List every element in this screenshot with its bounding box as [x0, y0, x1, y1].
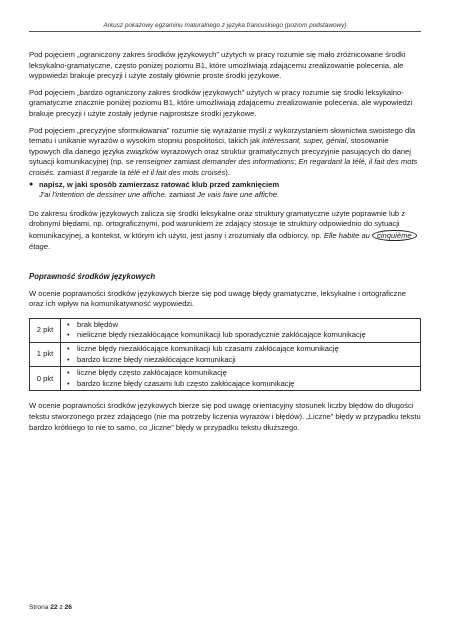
criteria-item: • bardzo liczne błędy niezakłócające komunikacji [77, 355, 416, 366]
paragraph-error-ratio: W ocenie poprawności środków językowych bierze się pod uwagę orientacyjny stosunek liczby błędów do długości tekstu stworzonego przez zdającego (nie ma potrzeby liczenia wyrazów i błędów). „Liczne” błędy w przypadku tekstu bardzo krótkiego to nie to samo, co „liczne” błędy w przypadku tekstu dłuższego. [29, 401, 421, 432]
example-block [29, 180, 421, 201]
page-footer: Strona 22 z 26 [29, 604, 72, 611]
criteria-cell [61, 318, 421, 342]
criteria-cell [61, 343, 421, 367]
section-title: Poprawność środków językowych [29, 272, 156, 282]
criteria-item: • brak błędów [77, 320, 416, 331]
page-header: Arkusz pokazowy egzaminu maturalnego z języka francuskiego (poziom podstawowy) [29, 22, 421, 32]
page-total: 26 [64, 604, 72, 611]
bullet-icon: ● [29, 180, 34, 188]
criteria-item: • liczne błędy często zakłócające komunikację [77, 368, 416, 379]
criteria-item: • nieliczne błędy niezakłócające komunikacji lub sporadycznie zakłócające komunikację [77, 330, 416, 341]
scoring-table [29, 318, 421, 392]
paragraph-precise-expressions: Pod pojęciem „precyzyjne sformułowania” rozumie się wyrażanie myśli z wykorzystaniem słownictwa swoistego dla tematu i unikanie wyrazów o wysokim stopniu pospolitości, takich jak intéressant, super, génial, stosowanie typowych dla danego języka związków wyrazowych oraz struktur gramatycznych precyzyjnie pasujących do danej sytuacji komunikacyjnej (np. se renseigner zamiast demander des informations; En regardant la télé, il fait des mots croisés. zamiast Il regarde la télé et il fait des mots croisés). [29, 125, 418, 177]
paragraph-very-limited-range: Pod pojęciem „bardzo ograniczony zakres środków językowych” użytych w pracy rozumie się środki leksykalno-gramatyczne znacznie poniżej poziomu B1, które umożliwiają zdającemu zrealizowanie polecenia, ale wypowiedzi brakuje precyzji i użyte zostały jedynie najprostsze środki językowe. [29, 87, 413, 118]
paragraph-correctness: W ocenie poprawności środków językowych bierze się pod uwagę błędy gramatyczne, leksykalne i ortograficzne oraz ich wpływ na komunikatywność wypowiedzi. [29, 288, 406, 309]
example-task-text: napisz, w jaki sposób zamierzasz ratować klub przed zamknięciem [39, 179, 280, 189]
table-row [30, 318, 421, 342]
points-cell: 0 pkt [30, 367, 61, 391]
paragraph-range-definition: Do zakresu środków językowych zalicza się środki leksykalne oraz struktury gramatyczne użyte poprawnie lub z drobnymi błędami, np. ortograficznymi, pod warunkiem że zdający stosuje te struktury odpowiednio do sytuacji komunikacyjnej, a kontekst, w którym ich użyto, jest jasny i zrozumiały dla odbiorcy, np. Elle habite au cinquième étage. [29, 209, 421, 252]
points-cell: 2 pkt [30, 318, 61, 342]
criteria-item: • liczne błędy niezakłócające komunikacji lub czasami zakłócające komunikację [77, 344, 416, 355]
criteria-cell [61, 367, 421, 391]
circled-error-word: cinquième [372, 230, 417, 241]
page-number: 22 [50, 604, 58, 611]
paragraph-limited-range: Pod pojęciem „ograniczony zakres środków językowych” użytych w pracy rozumie się mało zróżnicowane środki leksykalno-gramatyczne, często poniżej poziomu B1, które umożliwiają zdającemu zrealizowanie polecenia, ale wypowiedzi brakuje precyzji i użyte zostały głównie proste środki językowe. [29, 50, 406, 81]
table-row [30, 343, 421, 367]
example-bullet [29, 180, 421, 191]
example-french: J'ai l'intention de dessiner une affiche. zamiast Je vais faire une affiche. [39, 190, 280, 200]
document-body [29, 50, 421, 439]
criteria-item: • bardzo liczne błędy czasami lub często zakłócające komunikację [77, 379, 416, 390]
points-cell: 1 pkt [30, 343, 61, 367]
table-row [30, 367, 421, 391]
